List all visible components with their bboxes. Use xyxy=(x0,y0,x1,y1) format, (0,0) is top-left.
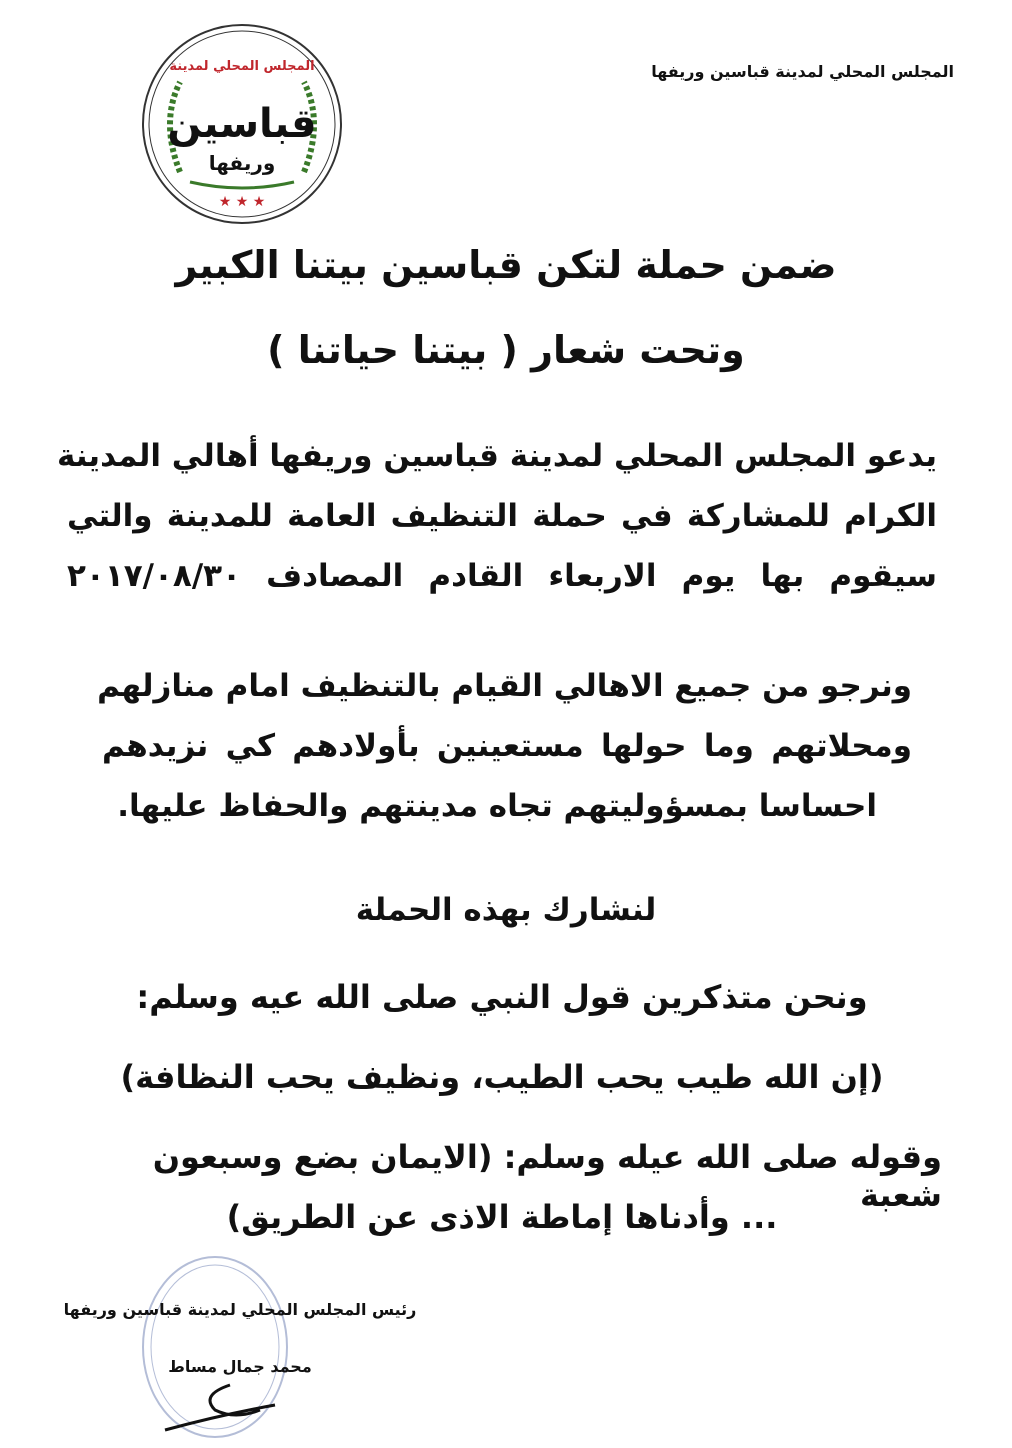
paragraph2-line: ومحلاتهم وما حولها مستعينين بأولادهم كي نزيدهم xyxy=(102,728,912,764)
call-to-action: لنشارك بهذه الحملة xyxy=(355,892,657,928)
quote-line: ونحن متذكرين قول النبي صلى الله عيه وسلم: xyxy=(136,978,868,1016)
svg-text:قباسين: قباسين xyxy=(167,101,317,147)
paragraph1-line: يدعو المجلس المحلي لمدينة قباسين وريفها أهالي المدينة xyxy=(56,438,937,474)
paragraph2-line: احساسا بمسؤوليتهم تجاه مدينتهم والحفاظ عليها. xyxy=(117,788,877,824)
signatory-title: رئيس المجلس المحلي لمدينة قباسين وريفها xyxy=(63,1300,417,1319)
title-line-1: ضمن حملة لتكن قباسين بيتنا الكبير xyxy=(175,243,837,287)
quote-line: (إن الله طيب يحب الطيب، ونظيف يحب النظافة) xyxy=(120,1058,884,1096)
paragraph1-line: سيقوم بها يوم الاربعاء القادم المصادف ٢٠١٧/٠٨/٣٠ xyxy=(67,558,937,594)
quote-line: ... وأدناها إماطة الاذى عن الطريق) xyxy=(226,1198,778,1236)
handwritten-signature xyxy=(160,1375,280,1435)
svg-text:وريفها: وريفها xyxy=(208,151,276,175)
council-logo xyxy=(140,22,344,226)
stars-icon: ★ ★ ★ xyxy=(218,194,266,210)
title-line-2: وتحت شعار ( بيتنا حياتنا ) xyxy=(267,328,745,372)
paragraph2-line: ونرجو من جميع الاهالي القيام بالتنظيف امام منازلهم xyxy=(97,668,912,704)
paragraph1-line: الكرام للمشاركة في حملة التنظيف العامة للمدينة والتي xyxy=(67,498,937,534)
svg-text:المجلس المحلي لمدينة: المجلس المحلي لمدينة xyxy=(169,59,315,74)
header-org-name: المجلس المحلي لمدينة قباسين وريفها xyxy=(651,62,954,81)
quote-line: وقوله صلى الله عيله وسلم: (الايمان بضع وسبعون شعبة xyxy=(152,1138,942,1214)
signatory-name: محمد جمال مساط xyxy=(168,1357,312,1376)
